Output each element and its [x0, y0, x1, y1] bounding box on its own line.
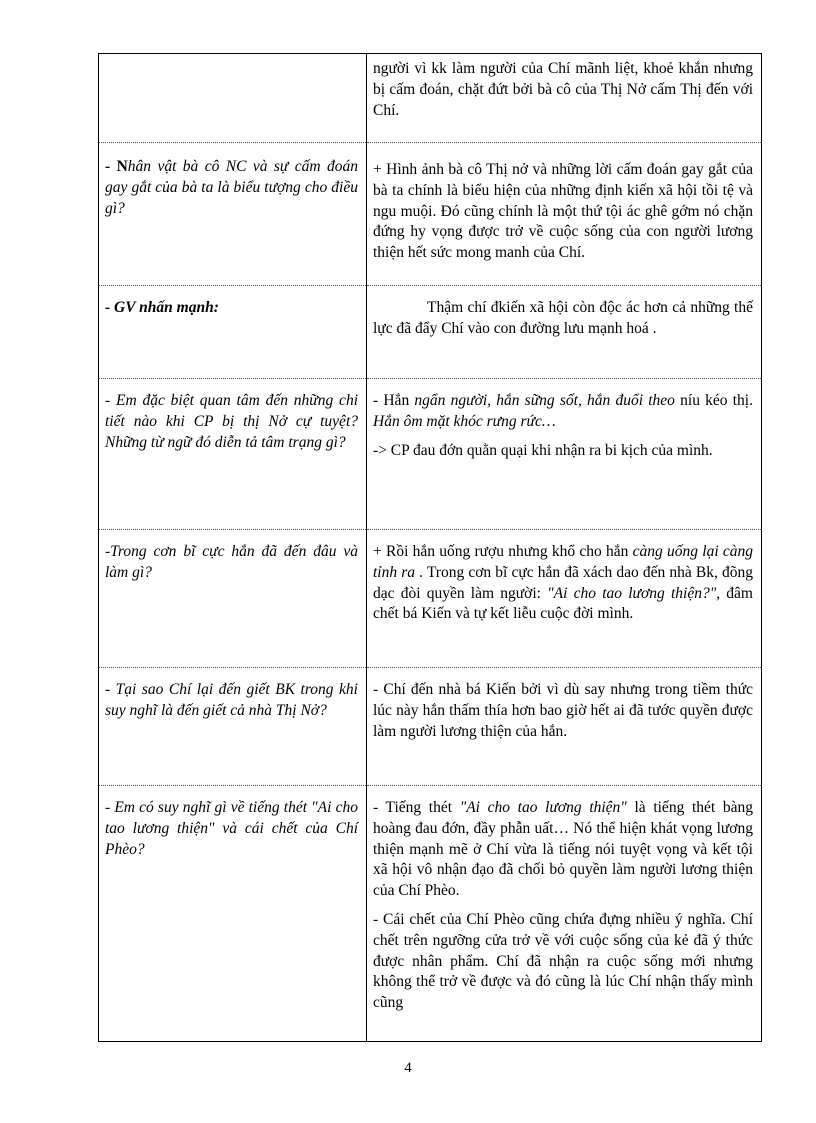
answer-cell: + Hình ảnh bà cô Thị nở và những lời cấm đoán gay gắt của bà ta chính là biểu hiện của những định kiến xã hội tồi tệ và ngu muội. Đó cũng chính là một thứ tội ác ghê gớm nó chặn đứng hy vọng được trở về cuộc sống của con người lương thiện hết sức mong manh của Chí. — [367, 143, 762, 286]
table-row — [99, 143, 762, 286]
question-cell: - Em có suy nghĩ gì về tiếng thét "Ai cho tao lương thiện" và cái chết của Chí Phèo? — [99, 786, 367, 1042]
table-row — [99, 786, 762, 1042]
answer-cell: - Tiếng thét "Ai cho tao lương thiện" là tiếng thét bàng hoàng đau đớn, đầy phẫn uất… Nó thể hiện khát vọng lương thiện mạnh mẽ ở Chí vừa là tiếng nói tuyệt vọng và kết tội xã hội vô nhận đạo đã chối bỏ quyền làm người lương thiện của Chí Phèo. - Cái chết của Chí Phèo cũng chứa đựng nhiều ý nghĩa. Chí chết trên ngưỡng cửa trở về với cuộc sống của kẻ đã ý thức được nhân phẩm. Chí đã nhận ra cuộc sống mới nhưng không thể trở về được và đó cũng là lúc Chí nhận thấy mình cũng — [367, 786, 762, 1042]
answer-cell: người vì kk làm người của Chí mãnh liệt, khoẻ khắn nhưng bị cấm đoán, chặt đứt bởi bà cô của Thị Nở cấm Thị đến với Chí. — [367, 54, 762, 143]
table-row — [99, 668, 762, 786]
answer-cell: + Rồi hắn uống rượu nhưng khổ cho hắn càng uống lại càng tỉnh ra . Trong cơn bĩ cực hắn đã xách dao đến nhà Bk, đõng dạc đòi quyền làm người: "Ai cho tao lương thiện?", đâm chết bá Kiến và tự kết liễu cuộc đời mình. — [367, 530, 762, 668]
question-cell: -Trong cơn bĩ cực hắn đã đến đâu và làm gì? — [99, 530, 367, 668]
question-cell: - Tại sao Chí lại đến giết BK trong khi suy nghĩ là đến giết cả nhà Thị Nở? — [99, 668, 367, 786]
document-table-container — [98, 53, 761, 1042]
question-cell — [99, 54, 367, 143]
answer-cell: - Chí đến nhà bá Kiến bởi vì dù say nhưng trong tiềm thức lúc này hắn thấm thía hơn bao giờ hết ai đã tước quyền được làm người lương thiện của hắn. — [367, 668, 762, 786]
question-cell: - Em đặc biệt quan tâm đến những chi tiết nào khi CP bị thị Nở cự tuyệt? Những từ ngữ đó diễn tả tâm trạng gì? — [99, 379, 367, 530]
question-cell: - Nhân vật bà cô NC và sự cấm đoán gay gắt của bà ta là biểu tượng cho điều gì? — [99, 143, 367, 286]
lesson-table — [98, 53, 762, 1042]
question-cell: - GV nhấn mạnh: — [99, 286, 367, 379]
answer-cell: Thậm chí đkiến xã hội còn độc ác hơn cả những thế lực đã đẩy Chí vào con đường lưu mạnh hoá . — [367, 286, 762, 379]
table-row — [99, 54, 762, 143]
page-number: 4 — [404, 1060, 412, 1076]
answer-cell: - Hắn ngẩn người, hắn sững sốt, hắn đuổi theo níu kéo thị. Hắn ôm mặt khóc rưng rức… -> CP đau đớn quằn quại khi nhận ra bi kịch của mình. — [367, 379, 762, 530]
table-row — [99, 530, 762, 668]
table-row — [99, 286, 762, 379]
table-row — [99, 379, 762, 530]
